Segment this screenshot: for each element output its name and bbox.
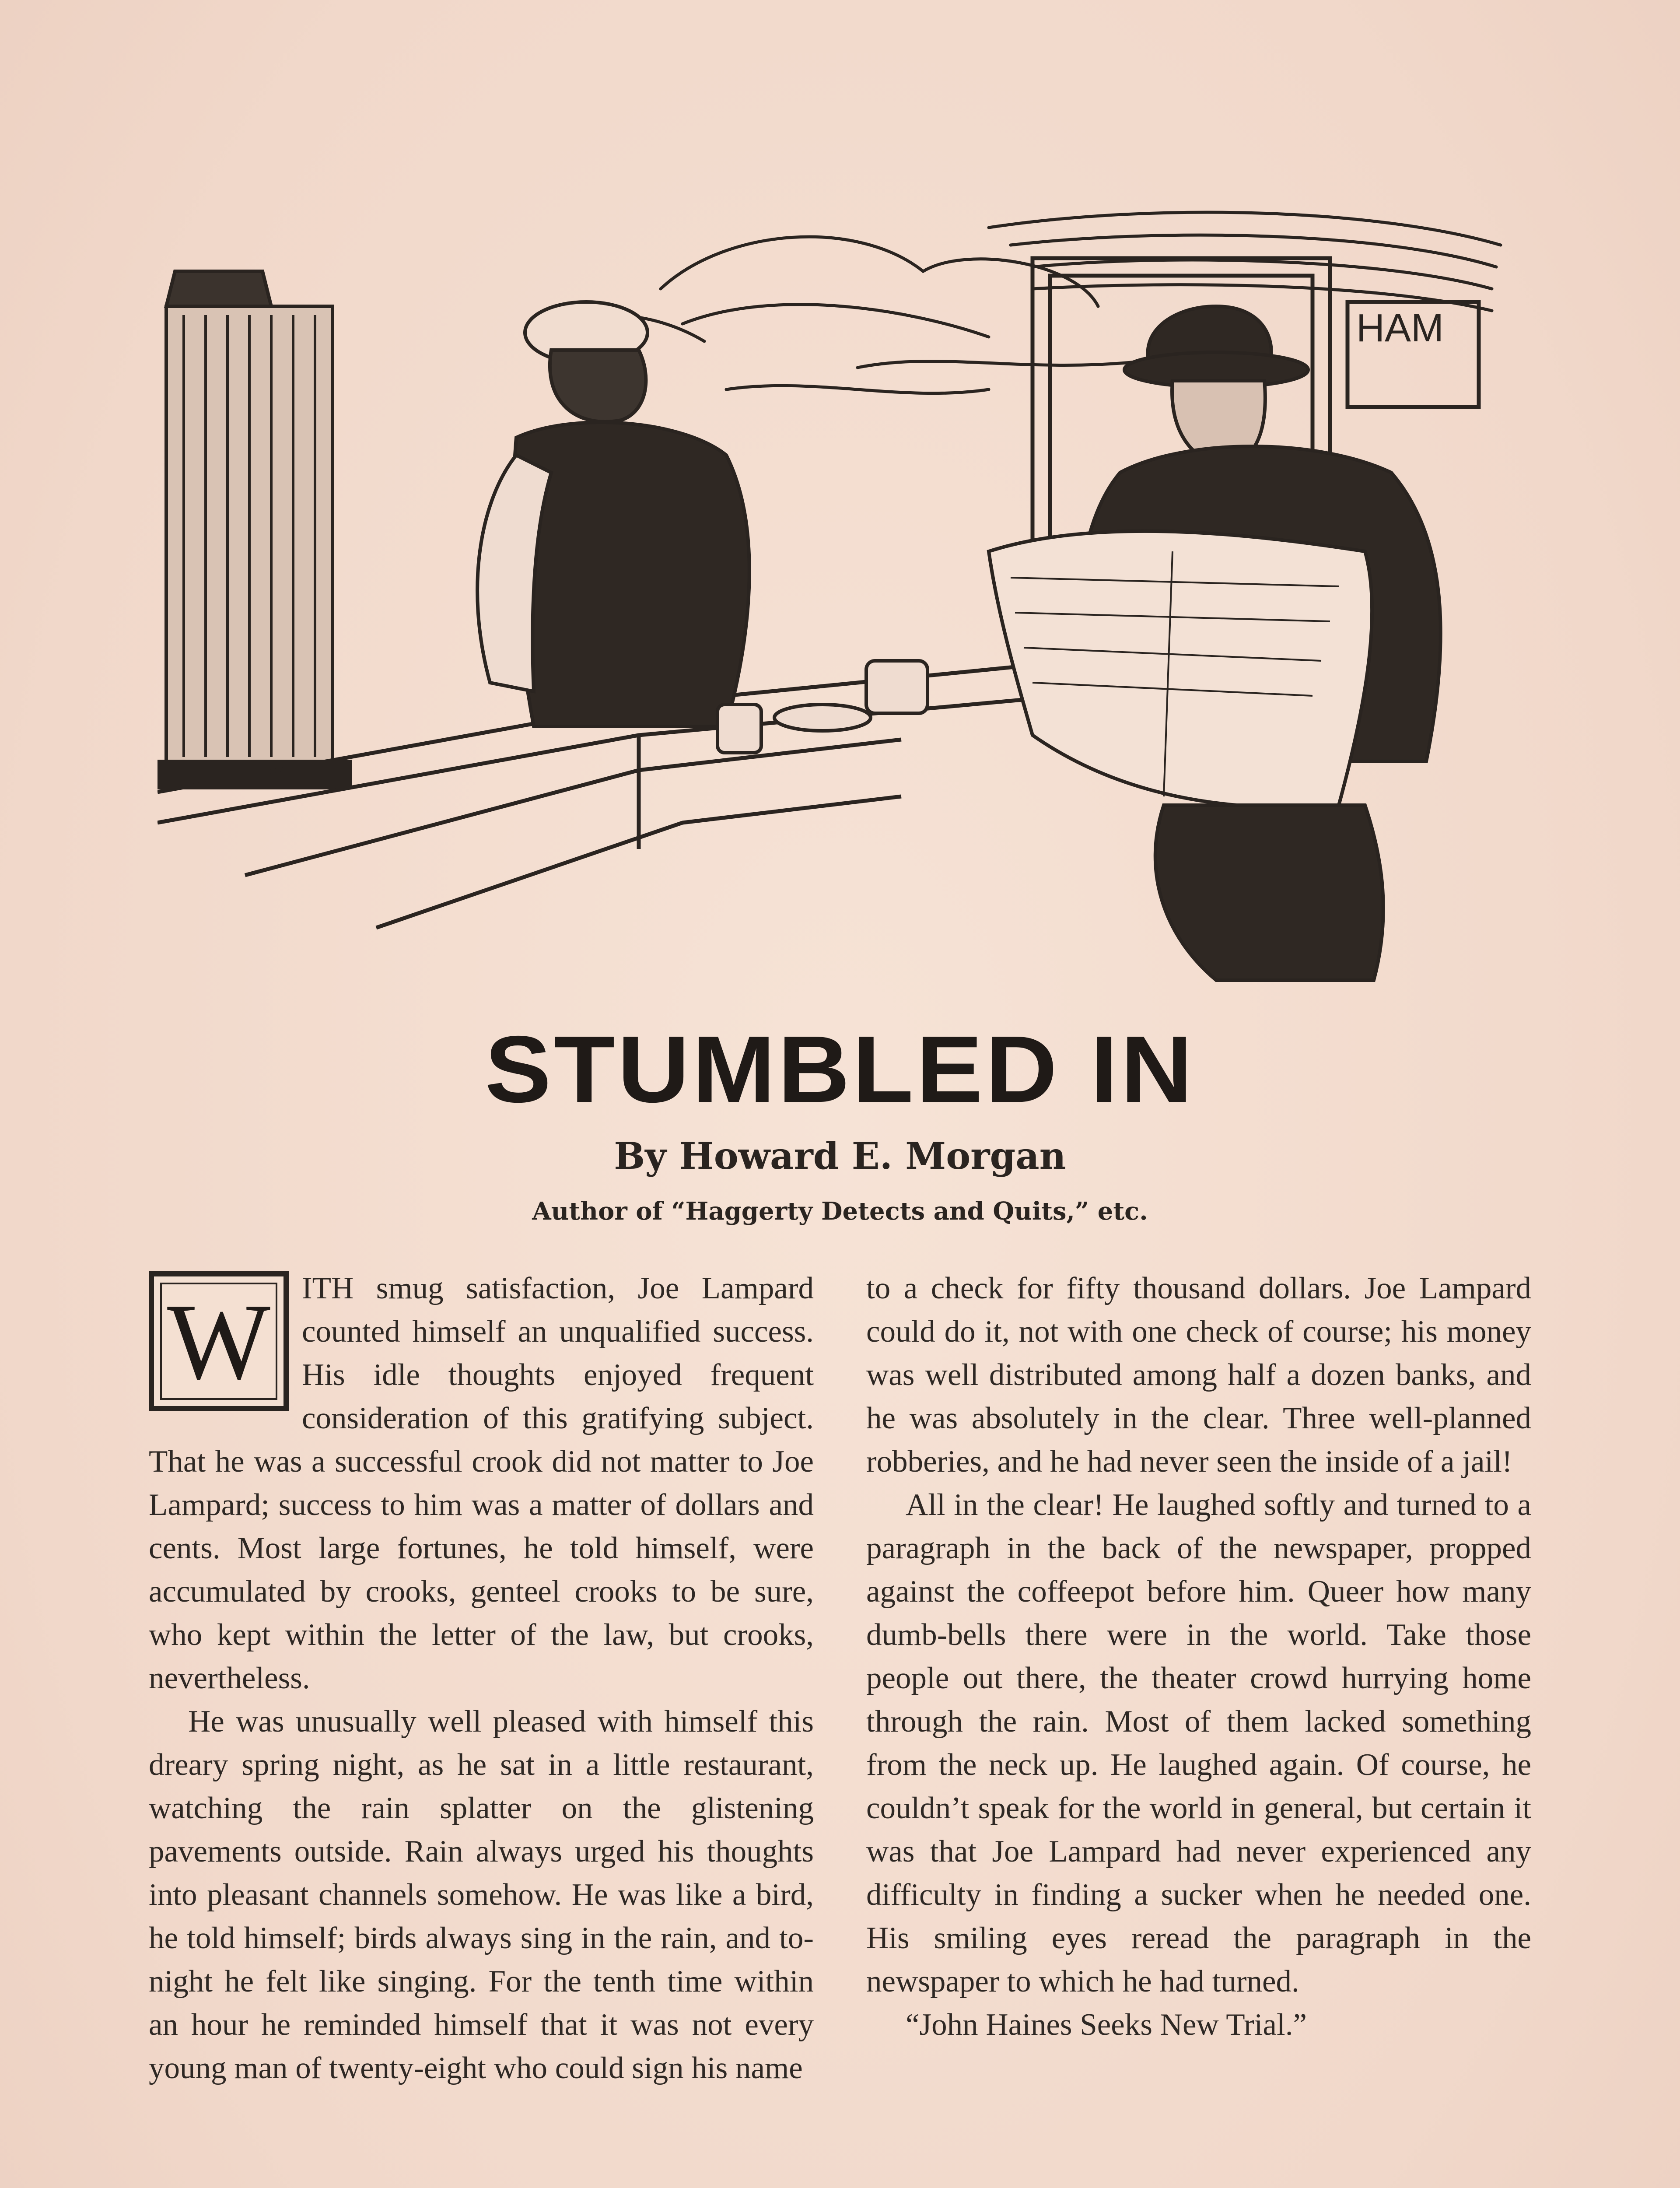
paragraph: ITH smug satisfaction, Joe Lampard counted himself an unqualified success. His idle thoughts enjoyed frequent consideration of this gratifying subject. That he was a successful crook did not matter to Joe Lampard; success to him was a matter of dollars and cents. Most large fortunes, he told himself, were accumulated by crooks, genteel crooks to be sure, who kept within the letter of the law, but crooks, nevertheless. <box>149 1271 814 1695</box>
sign-text: HAM <box>1356 306 1444 350</box>
paragraph: “John Haines Seeks New Trial.” <box>906 2008 1307 2042</box>
drop-cap <box>149 1271 289 1411</box>
diner-illustration <box>158 193 1514 998</box>
paragraph: to a check for fifty thousand dollars. Joe Lampard could do it, not with one check of course; his money was well distributed among half a dozen banks, and he was absolutely in the clear. Three well-planned robberies, and he had never seen the inside of a jail! <box>866 1271 1531 1479</box>
left-column <box>149 1267 814 2090</box>
author-note: Author of “Haggerty Detects and Quits,” etc. <box>532 1197 1148 1226</box>
drop-cap-letter: W <box>167 1281 270 1403</box>
right-column <box>866 1267 1531 2047</box>
paragraph: All in the clear! He laughed softly and turned to a paragraph in the back of the newspaper, propped against the coffeepot before him. Queer how many dumb-bells there were in the world. Take those people out there, the theater crowd hurrying home through the rain. Most of them lacked something from the neck up. He laughed again. Of course, he couldn’t speak for the world in general, but certain it was that Joe Lampard had never experienced any difficulty in finding a sucker when he needed one. His smiling eyes reread the paragraph in the newspaper to which he had turned. <box>866 1488 1531 1999</box>
story-title: STUMBLED IN <box>485 1017 1195 1122</box>
byline: By Howard E. Morgan <box>614 1134 1066 1178</box>
paragraph: He was unusually well pleased with himself this dreary spring night, as he sat in a little restaurant, watching the rain splatter on the glistening pavements outside. Rain always urged his thoughts into pleasant channels somehow. He was like a bird, he told himself; birds always sing in the rain, and to-night he felt like singing. For the tenth time within an hour he reminded himself that it was not every young man of twenty-eight who could sign his name <box>149 1704 814 2085</box>
